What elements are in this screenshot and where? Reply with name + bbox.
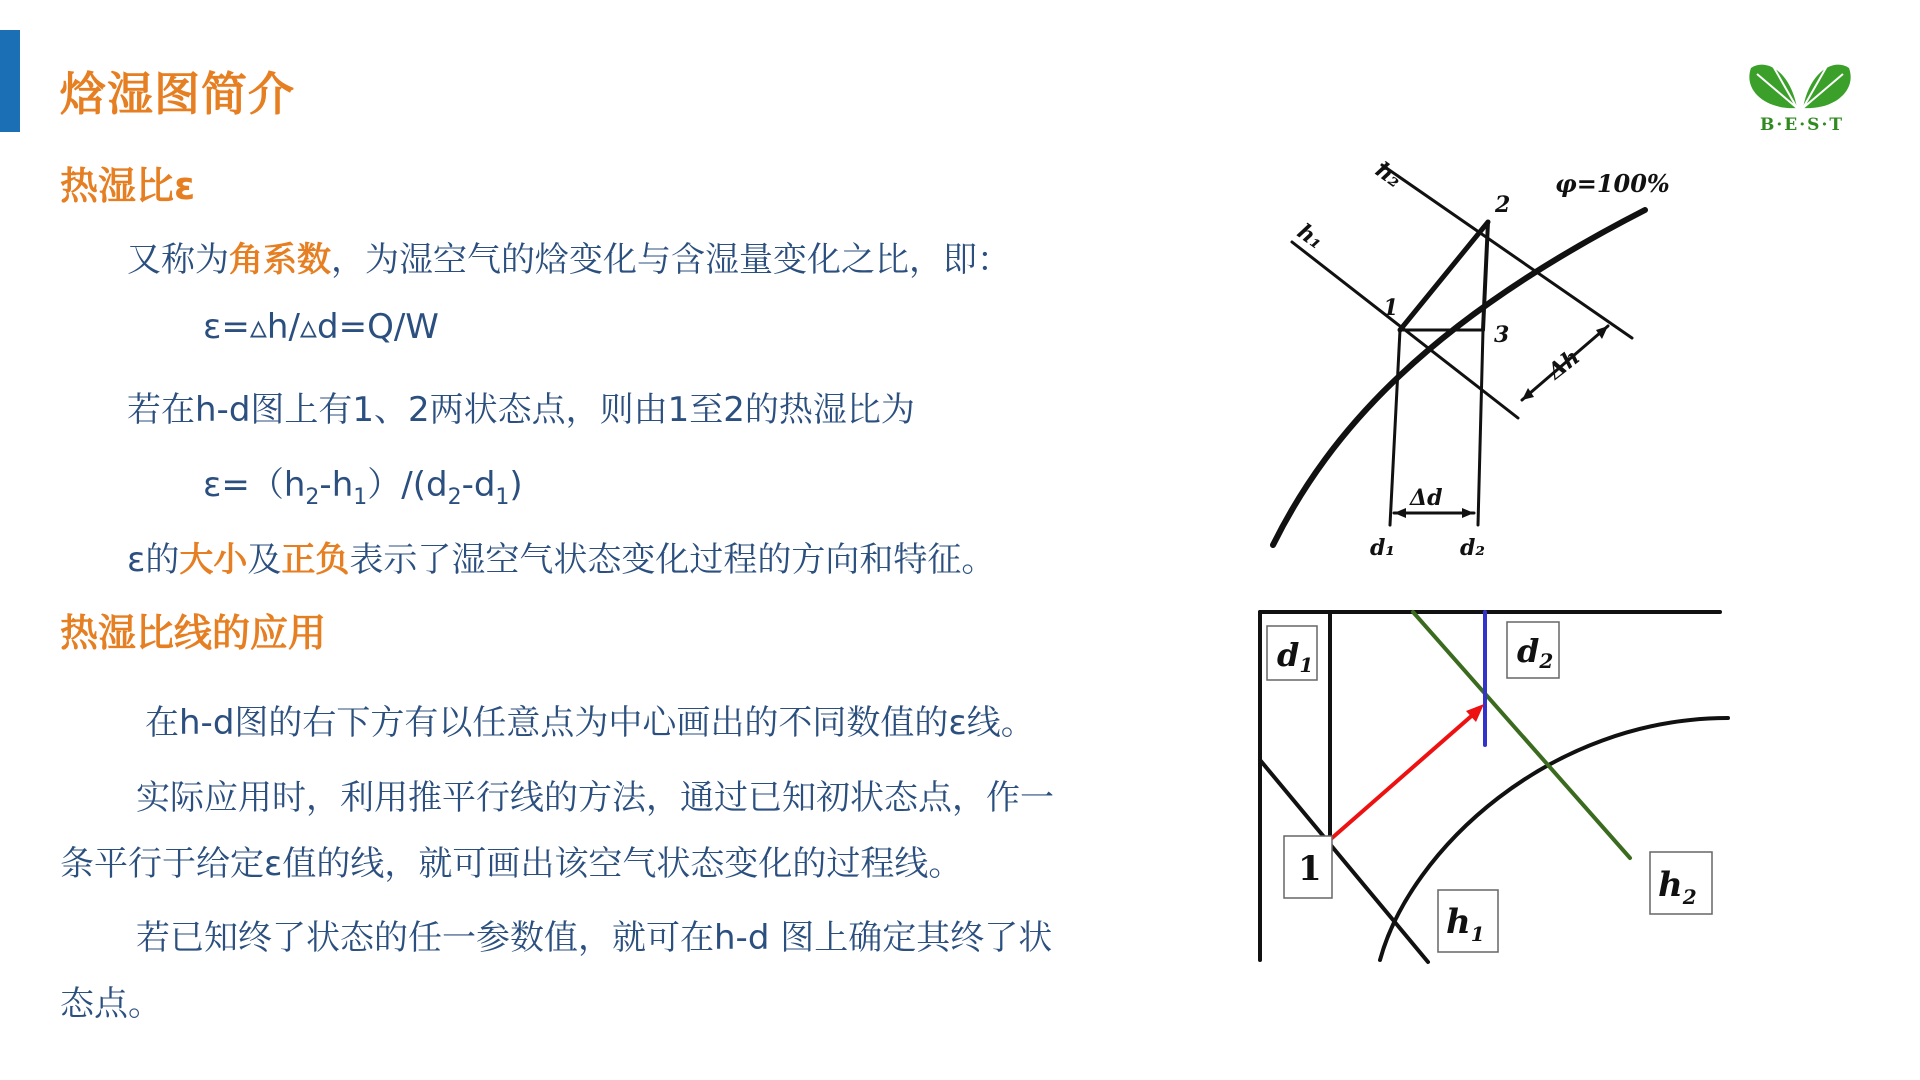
meaning-line bbox=[127, 532, 995, 581]
logo-text: B·E·S·T bbox=[1760, 115, 1845, 135]
paragraph-1: 在h-d图的右下方有以任意点为中心画出的不同数值的ε线。 bbox=[145, 703, 1035, 743]
highlight-term: 正负 bbox=[281, 540, 350, 580]
formula-part: ）/(d bbox=[367, 465, 448, 505]
text: 及 bbox=[247, 540, 282, 580]
highlight-term: 大小 bbox=[179, 540, 248, 580]
formula-part: -d bbox=[461, 465, 496, 505]
h1-label: $h_1$ bbox=[1446, 902, 1485, 946]
subscript: 2 bbox=[447, 485, 462, 510]
definition-line bbox=[127, 232, 1011, 281]
formula-part: ε=（h bbox=[203, 465, 306, 505]
formula-2 bbox=[203, 457, 523, 510]
saturation-curve bbox=[1380, 718, 1728, 960]
page-title: 焓湿图简介 bbox=[60, 67, 295, 121]
point-1-label: 1 bbox=[1298, 849, 1322, 889]
process-arrow bbox=[1332, 712, 1476, 838]
delta-d-label: Δd bbox=[1410, 485, 1443, 511]
d2-label: d₂ bbox=[1460, 535, 1486, 561]
d2-label: d2 bbox=[1517, 632, 1554, 673]
ratio-line-application-diagram bbox=[1250, 600, 1740, 970]
d2-line bbox=[1478, 330, 1483, 525]
point-3-label: 3 bbox=[1494, 322, 1510, 348]
paragraph-3-line-1: 若已知终了状态的任一参数值，就可在h-d 图上确定其终了状 bbox=[136, 918, 1053, 958]
point-2-label: 2 bbox=[1495, 192, 1511, 218]
text: ，为湿空气的焓变化与含湿量变化之比，即： bbox=[331, 240, 1011, 280]
line-2-3 bbox=[1483, 222, 1488, 330]
delta-h-label: Δh bbox=[1542, 343, 1585, 385]
h1-label: h₁ bbox=[1292, 218, 1329, 255]
d1-label: d₁ bbox=[1370, 535, 1396, 561]
accent-bar bbox=[0, 30, 20, 132]
section-heading-1: 热湿比ε bbox=[60, 164, 196, 208]
text: 表示了湿空气状态变化过程的方向和特征。 bbox=[349, 540, 996, 580]
phi-label: φ=100% bbox=[1555, 169, 1670, 198]
paragraph-3-line-2: 态点。 bbox=[60, 984, 162, 1024]
d1-label: d1 bbox=[1277, 636, 1314, 677]
h2-label: h₂ bbox=[1370, 156, 1407, 194]
subscript: 1 bbox=[353, 485, 368, 510]
hd-ratio-diagram bbox=[1260, 150, 1720, 570]
point-1-label: 1 bbox=[1383, 295, 1399, 321]
section-heading-2: 热湿比线的应用 bbox=[60, 611, 327, 655]
subscript: 1 bbox=[495, 485, 510, 510]
formula-1: ε=▵h/▵d=Q/W bbox=[203, 307, 439, 347]
text: ε的 bbox=[127, 540, 180, 580]
text: 又称为 bbox=[127, 240, 229, 280]
formula-part: -h bbox=[319, 465, 354, 505]
formula-part: ) bbox=[509, 465, 523, 505]
paragraph-2-line-2: 条平行于给定ε值的线，就可画出该空气状态变化的过程线。 bbox=[60, 844, 963, 884]
d1-line bbox=[1390, 330, 1400, 525]
h2-label: $h_2$ bbox=[1658, 865, 1697, 909]
subscript: 2 bbox=[305, 485, 320, 510]
paragraph-2-line-1: 实际应用时，利用推平行线的方法，通过已知初状态点，作一 bbox=[136, 778, 1054, 818]
highlight-term: 角系数 bbox=[229, 240, 331, 280]
state-points-line: 若在h-d图上有1、2两状态点，则由1至2的热湿比为 bbox=[127, 390, 915, 430]
